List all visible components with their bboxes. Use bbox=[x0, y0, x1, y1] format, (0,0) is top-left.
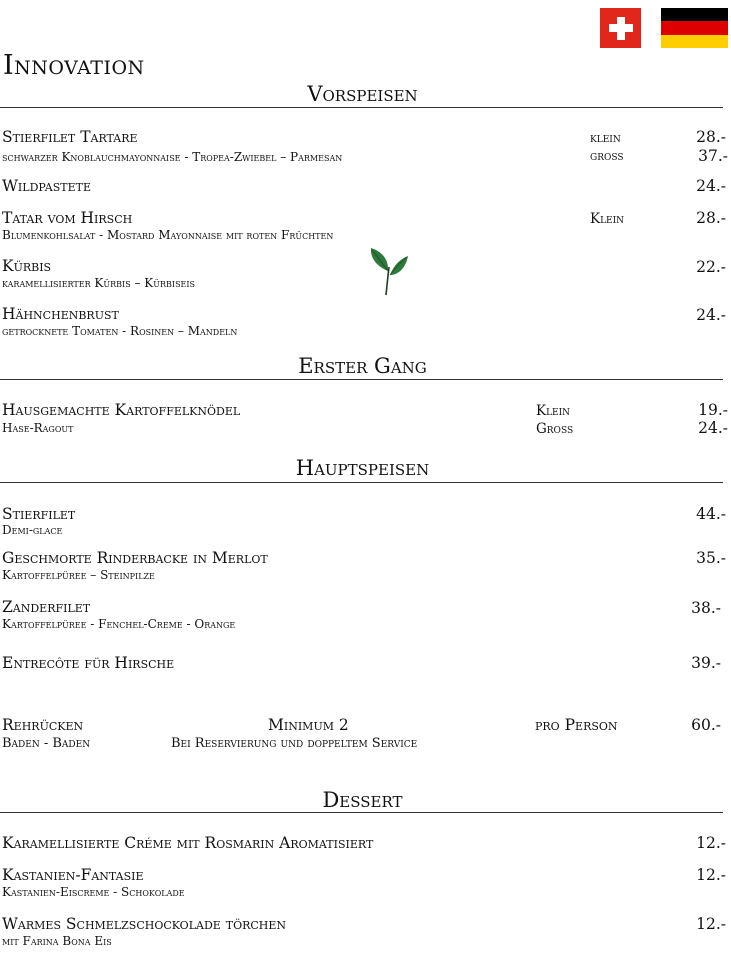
minimum-label: Minimum 2 bbox=[268, 716, 349, 734]
section-title-hauptspeisen: Hauptspeisen bbox=[295, 456, 430, 480]
item-price: 24.- bbox=[696, 177, 726, 195]
item-price: 35.- bbox=[696, 549, 726, 567]
item-name: Kürbis bbox=[2, 257, 52, 275]
leaf-icon bbox=[368, 245, 410, 301]
item-description: getrocknete Tomaten - Rosinen – Mandeln bbox=[2, 324, 238, 338]
size-label: klein bbox=[590, 130, 621, 146]
size-label: gross bbox=[590, 148, 624, 164]
item-description: schwarzer Knoblauchmayonnaise - Tropea-Zwiebel – Parmesan bbox=[2, 150, 343, 164]
section-divider bbox=[0, 107, 723, 108]
reservation-note: Bei Reservierung und doppeltem Service bbox=[171, 736, 418, 751]
item-description: Blumenkohlsalat - Mostard Mayonnaise mit roten Früchten bbox=[2, 228, 334, 242]
item-name: Hausgemachte Kartoffelknödel bbox=[2, 401, 241, 419]
item-price: 28.- bbox=[696, 209, 726, 227]
swiss-flag-icon[interactable] bbox=[600, 8, 641, 48]
section-title-dessert: Dessert bbox=[322, 788, 403, 812]
size-label: Klein bbox=[590, 211, 625, 227]
item-price: 44.- bbox=[696, 505, 726, 523]
item-name: Stierfilet Tartare bbox=[2, 128, 138, 146]
section-divider bbox=[0, 812, 723, 813]
item-name: Zanderfilet bbox=[2, 598, 91, 616]
size-label: Klein bbox=[536, 403, 571, 419]
item-price: 12.- bbox=[696, 915, 726, 933]
item-price: 37.- bbox=[698, 147, 728, 165]
item-description: Hase-Ragout bbox=[2, 421, 74, 435]
item-price: 24.- bbox=[696, 306, 726, 324]
menu-title: Innovation bbox=[3, 50, 145, 81]
item-name: Rehrücken bbox=[2, 716, 84, 734]
item-description: Demi-glace bbox=[2, 523, 63, 537]
item-name: Stierfilet bbox=[2, 505, 76, 523]
section-divider bbox=[0, 379, 723, 380]
item-name: Warmes Schmelzschockolade törchen bbox=[2, 915, 287, 933]
item-price: 38.- bbox=[691, 599, 721, 617]
item-price: 12.- bbox=[696, 834, 726, 852]
size-label: Gross bbox=[536, 421, 574, 437]
item-price: 24.- bbox=[698, 419, 728, 437]
german-flag-icon[interactable] bbox=[661, 8, 728, 48]
item-description: karamellisierter Kürbis – Kürbiseis bbox=[2, 276, 196, 290]
item-name: Hähnchenbrust bbox=[2, 305, 119, 323]
item-price: 39.- bbox=[691, 654, 721, 672]
section-title-erster-gang: Erster Gang bbox=[298, 354, 427, 378]
item-name: Geschmorte Rinderbacke in Merlot bbox=[2, 549, 268, 567]
item-description: mit Farina Bona Eis bbox=[2, 934, 112, 948]
item-name: Wildpastete bbox=[2, 177, 92, 195]
item-description: Kartoffelpüree – Steinpilze bbox=[2, 568, 155, 582]
item-description: Kartoffelpüree - Fenchel-Creme - Orange bbox=[2, 617, 236, 631]
item-name: Tatar vom Hirsch bbox=[2, 209, 133, 227]
item-price: 28.- bbox=[696, 128, 726, 146]
item-price: 22.- bbox=[696, 258, 726, 276]
item-price: 60.- bbox=[691, 716, 721, 734]
section-divider bbox=[0, 482, 723, 483]
per-person-label: pro Person bbox=[535, 716, 618, 734]
item-price: 12.- bbox=[696, 866, 726, 884]
item-description: Baden - Baden bbox=[2, 736, 91, 751]
section-title-vorspeisen: Vorspeisen bbox=[307, 82, 418, 106]
item-name: Karamellisierte Créme mit Rosmarin Aromatisiert bbox=[2, 834, 374, 852]
item-price: 19.- bbox=[698, 401, 728, 419]
item-name: Entrecôte für Hirsche bbox=[2, 654, 175, 672]
item-name: Kastanien-Fantasie bbox=[2, 866, 144, 884]
item-description: Kastanien-Eiscreme - Schokolade bbox=[2, 885, 185, 899]
